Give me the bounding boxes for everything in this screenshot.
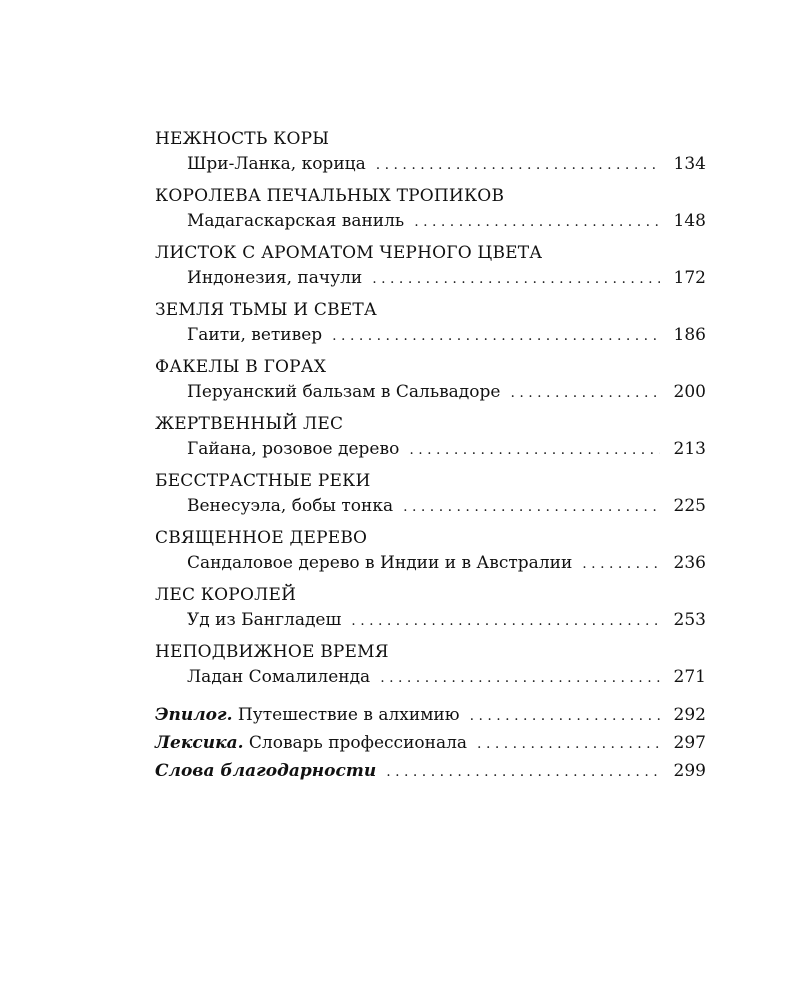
entry-label: Уд из Бангладеш (187, 610, 342, 630)
dot-leader (510, 381, 660, 405)
page-number: 200 (673, 382, 706, 402)
page-number: 297 (673, 733, 706, 753)
toc-entry-lexicon[interactable] (155, 729, 706, 757)
toc-entry[interactable] (155, 323, 706, 347)
chapter-block (155, 240, 706, 290)
entry-label (155, 757, 376, 785)
chapter-block (155, 354, 706, 404)
chapter-title: ЖЕРТВЕННЫЙ ЛЕС (155, 414, 344, 434)
toc-entry-thanks[interactable] (155, 757, 706, 785)
page-number: 186 (673, 325, 706, 345)
entry-label: Сандаловое дерево в Индии и в Австралии (187, 553, 573, 573)
chapter-block (155, 525, 706, 575)
page-number: 134 (673, 154, 706, 174)
chapter-block (155, 126, 706, 176)
chapter-title: НЕЖНОСТЬ КОРЫ (155, 129, 330, 149)
chapter-title: ФАКЕЛЫ В ГОРАХ (155, 357, 327, 377)
page-number: 271 (673, 667, 706, 687)
toc-entry[interactable] (155, 152, 706, 176)
chapter-title: СВЯЩЕННОЕ ДЕРЕВО (155, 528, 368, 548)
toc-entry-epilogue[interactable] (155, 701, 706, 729)
entry-label (155, 701, 460, 729)
chapter-block (155, 183, 706, 233)
toc-entry[interactable] (155, 209, 706, 233)
toc-entry[interactable] (155, 494, 706, 518)
page-number: 213 (673, 439, 706, 459)
entry-label: Перуанский бальзам в Сальвадоре (187, 382, 501, 402)
dot-leader (380, 666, 660, 690)
dot-leader (372, 267, 660, 291)
dot-leader (477, 730, 660, 758)
dot-leader (409, 438, 660, 462)
lexicon-label: Лексика. (155, 733, 244, 753)
chapter-title: КОРОЛЕВА ПЕЧАЛЬНЫХ ТРОПИКОВ (155, 186, 505, 206)
page-number: 292 (673, 705, 706, 725)
toc-entry[interactable] (155, 551, 706, 575)
toc-entry[interactable] (155, 608, 706, 632)
chapter-block (155, 582, 706, 632)
backmatter-section (155, 701, 706, 785)
entry-label: Ладан Сомалиленда (187, 667, 371, 687)
entry-label: Индонезия, пачули (187, 268, 363, 288)
entry-label: Гайана, розовое дерево (187, 439, 400, 459)
dot-leader (386, 758, 660, 786)
dot-leader (332, 324, 660, 348)
dot-leader (376, 153, 660, 177)
table-of-contents (155, 126, 706, 785)
chapter-title: БЕССТРАСТНЫЕ РЕКИ (155, 471, 371, 491)
chapter-title: ЛИСТОК С АРОМАТОМ ЧЕРНОГО ЦВЕТА (155, 243, 543, 263)
dot-leader (351, 609, 660, 633)
toc-entry[interactable] (155, 665, 706, 689)
entry-label: Венесуэла, бобы тонка (187, 496, 394, 516)
epilogue-text: Путешествие в алхимию (237, 705, 460, 725)
toc-entry[interactable] (155, 437, 706, 461)
toc-entry[interactable] (155, 266, 706, 290)
dot-leader (414, 210, 660, 234)
entry-label: Шри-Ланка, корица (187, 154, 366, 174)
page-number: 236 (673, 553, 706, 573)
thanks-label: Слова благодарности (155, 761, 377, 781)
page-number: 253 (673, 610, 706, 630)
dot-leader (582, 552, 660, 576)
chapter-block (155, 639, 706, 689)
page-number: 148 (673, 211, 706, 231)
chapter-title: НЕПОДВИЖНОЕ ВРЕМЯ (155, 642, 389, 662)
page-number: 172 (673, 268, 706, 288)
chapter-block (155, 411, 706, 461)
epilogue-label: Эпилог. (155, 705, 233, 725)
entry-label: Гаити, ветивер (187, 325, 323, 345)
chapter-title: ЗЕМЛЯ ТЬМЫ И СВЕТА (155, 300, 378, 320)
entry-label: Мадагаскарская ваниль (187, 211, 405, 231)
chapter-title: ЛЕС КОРОЛЕЙ (155, 585, 297, 605)
toc-entry[interactable] (155, 380, 706, 404)
lexicon-text: Словарь профессионала (248, 733, 468, 753)
page-number: 299 (673, 761, 706, 781)
chapter-block (155, 468, 706, 518)
page-number: 225 (673, 496, 706, 516)
entry-label (155, 729, 467, 757)
dot-leader (470, 702, 660, 730)
chapter-block (155, 297, 706, 347)
dot-leader (403, 495, 660, 519)
